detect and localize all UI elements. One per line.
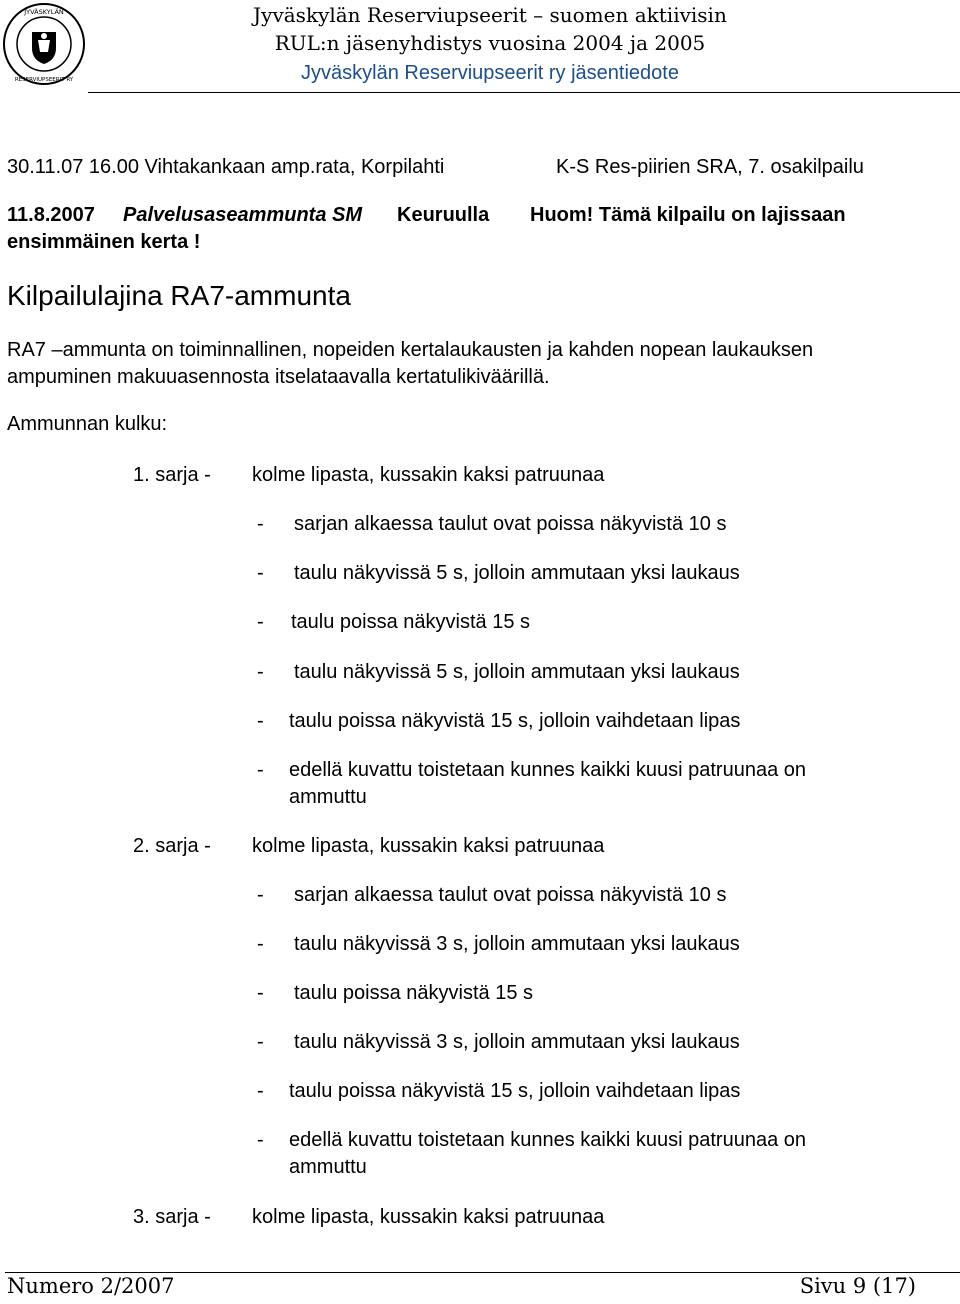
association-logo — [2, 2, 86, 86]
event-2-name: Palvelusaseammunta SM — [123, 204, 362, 226]
intro-line-1: RA7 –ammunta on toiminnallinen, nopeiden kertalaukausten ja kahden nopean laukauksen — [7, 339, 814, 361]
series-3-label: 3. sarja - — [133, 1206, 211, 1228]
dash-bullet: - — [257, 1080, 264, 1102]
dash-bullet: - — [257, 982, 264, 1004]
event-2-date: 11.8.2007 — [7, 204, 95, 226]
series-2-step-continued: ammuttu — [289, 1156, 367, 1178]
dash-bullet: - — [257, 513, 264, 535]
series-2-step: taulu näkyvissä 3 s, jolloin ammutaan yksi laukaus — [294, 1031, 740, 1053]
series-3-description: kolme lipasta, kussakin kaksi patruunaa — [252, 1206, 605, 1228]
series-2-step: taulu poissa näkyvistä 15 s — [294, 982, 534, 1004]
series-2-step: sarjan alkaessa taulut ovat poissa näkyvistä 10 s — [294, 884, 727, 906]
event-1-competition: K-S Res-piirien SRA, 7. osakilpailu — [556, 156, 864, 178]
series-1-step-continued: ammuttu — [289, 786, 367, 808]
series-1-step: sarjan alkaessa taulut ovat poissa näkyvistä 10 s — [294, 513, 727, 535]
series-2-label: 2. sarja - — [133, 835, 211, 857]
dash-bullet: - — [257, 1031, 264, 1053]
footer-issue-number: Numero 2/2007 — [7, 1274, 175, 1298]
series-2-description: kolme lipasta, kussakin kaksi patruunaa — [252, 835, 605, 857]
event-2-place: Keuruulla — [397, 204, 490, 226]
header-newsletter-title: Jyväskylän Reserviupseerit ry jäsentiedote — [301, 62, 679, 84]
series-1-step: taulu poissa näkyvistä 15 s, jolloin vaihdetaan lipas — [289, 710, 741, 732]
intro-line-2: ampuminen makuuasennosta itselataavalla kertatulikiväärillä. — [7, 366, 550, 388]
svg-text:RESERVIUPSEERIT RY: RESERVIUPSEERIT RY — [14, 77, 74, 83]
svg-text:JYVÄSKYLÄN: JYVÄSKYLÄN — [24, 8, 64, 16]
series-1-step: edellä kuvattu toistetaan kunnes kaikki kuusi patruunaa on — [289, 759, 807, 781]
dash-bullet: - — [257, 710, 264, 732]
series-1-step: taulu näkyvissä 5 s, jolloin ammutaan yksi laukaus — [294, 661, 740, 683]
dash-bullet: - — [257, 884, 264, 906]
footer-page-number: Sivu 9 (17) — [799, 1274, 916, 1298]
footer-divider — [5, 1272, 960, 1273]
dash-bullet: - — [257, 661, 264, 683]
series-1-step: taulu poissa näkyvistä 15 s — [291, 611, 531, 633]
series-1-description: kolme lipasta, kussakin kaksi patruunaa — [252, 464, 605, 486]
header-divider — [88, 92, 960, 93]
header-tagline: Jyväskylän Reserviupseerit – suomen aktiivisin — [253, 3, 727, 27]
event-2-note-continued: ensimmäinen kerta ! — [7, 231, 201, 253]
series-2-step: edellä kuvattu toistetaan kunnes kaikki kuusi patruunaa on — [289, 1129, 807, 1151]
series-1-label: 1. sarja - — [133, 464, 211, 486]
dash-bullet: - — [257, 1129, 264, 1151]
dash-bullet: - — [257, 933, 264, 955]
procedure-subtitle: Ammunnan kulku: — [7, 413, 168, 435]
section-title: Kilpailulajina RA7-ammunta — [7, 280, 351, 311]
series-2-step: taulu näkyvissä 3 s, jolloin ammutaan yksi laukaus — [294, 933, 740, 955]
dash-bullet: - — [257, 759, 264, 781]
event-1-info: 30.11.07 16.00 Vihtakankaan amp.rata, Korpilahti — [7, 156, 445, 178]
event-2-note: Huom! Tämä kilpailu on lajissaan — [530, 204, 846, 226]
series-1-step: taulu näkyvissä 5 s, jolloin ammutaan yksi laukaus — [294, 562, 740, 584]
dash-bullet: - — [257, 611, 264, 633]
dash-bullet: - — [257, 562, 264, 584]
series-2-step: taulu poissa näkyvistä 15 s, jolloin vaihdetaan lipas — [289, 1080, 741, 1102]
header-membership: RUL:n jäsenyhdistys vuosina 2004 ja 2005 — [274, 31, 706, 55]
